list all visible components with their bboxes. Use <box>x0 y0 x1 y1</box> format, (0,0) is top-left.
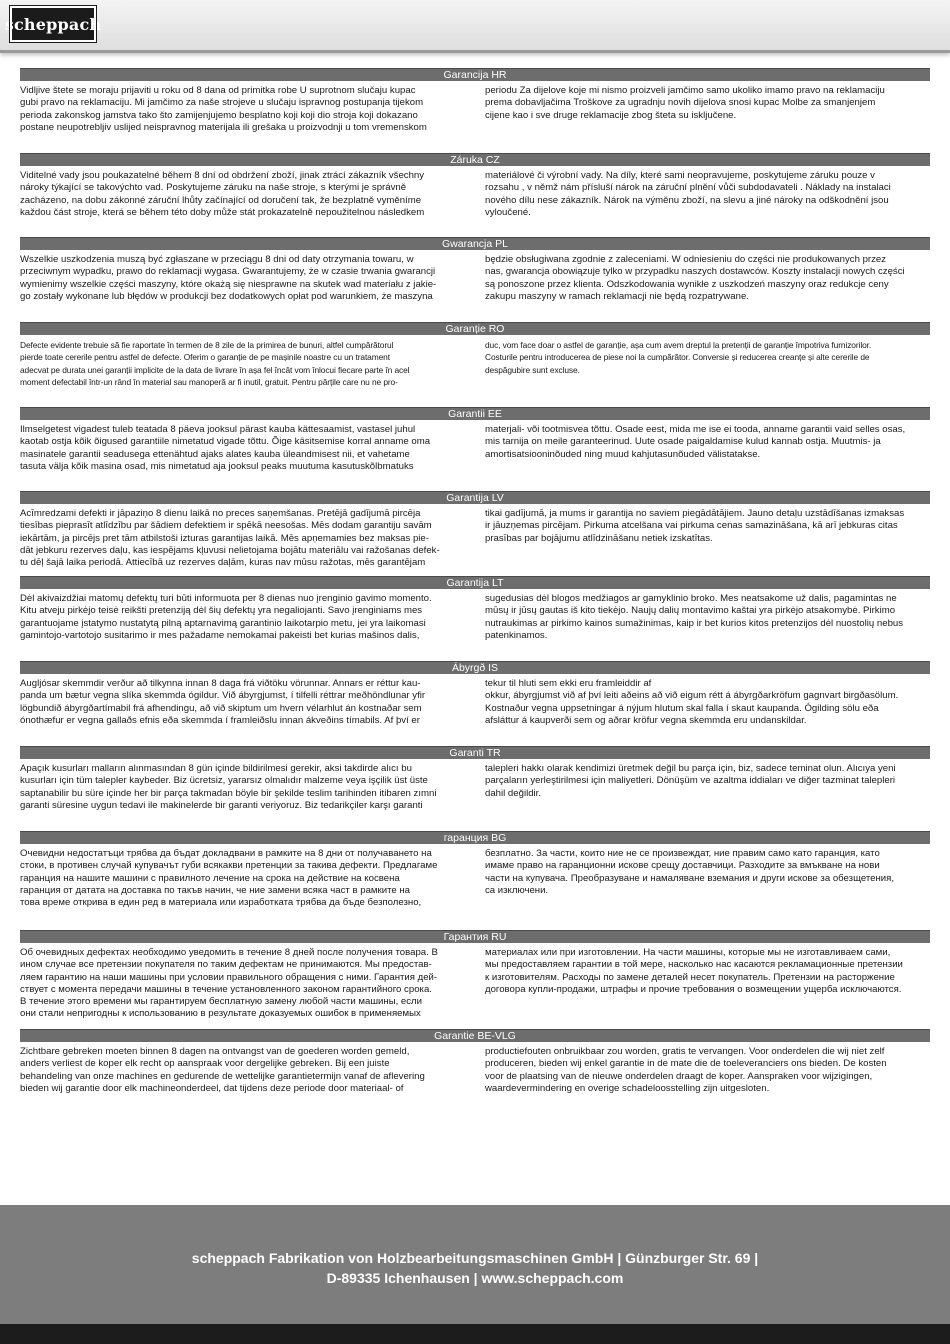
footer-address-line2: D-89335 Ichenhausen | www.scheppach.com <box>326 1269 624 1286</box>
section-text-left: Viditelné vady jsou poukazatelné během 8 dní od obdržení zboží, jinak ztrácí zákazník všechny nároky týkající se takovýchto vad. Poskytujeme záruku na naše stroje, s kterými je správně zacházeno, na dobu zákonné záruční lhůty začínající od doručení tak, že bezplatně vyměníme každou část stroje, která se během této doby může stát prokazatelně nepoužitelnou následkem <box>20 170 425 218</box>
section-garanti-tr <box>20 746 930 812</box>
section-garantija-lv <box>20 491 930 569</box>
section-zaruka-cz <box>20 153 930 219</box>
section-abyrgd-is <box>20 661 930 727</box>
section-text-right: sugedusias dėl blogos medžiagos ar gamyklinio broko. Mes neatsakome už dalis, pagamintas ne mūsų ir jūsų gautas iš kito tiekėjo. Naujų dalių montavimo kaštai yra pirkėjo atsakomybė. Pirkimo nutraukimas ar pirkimo kainos sumažinimas, kaip ir bet kurios kitos pretenzijos dėl nuostolių nebus patenkinamos. <box>485 593 904 641</box>
section-garancija-hr <box>20 68 930 134</box>
page-header <box>0 0 950 53</box>
section-text-left: Defecte evidente trebuie să fie raportate în termen de 8 zile de la primirea de bunuri, altfel cumpărătorul pierde toate cererile pentru astfel de defecte. Oferim o garanție de pe mașinile noastre cu un tratament adecvat pe durata unei garanții implicite de la data de livrare în așa fel încât vom înlocui fiecare parte în acel moment defectabil într-un rând în material sau manoperă ar fi inutil, gratuit. Pentru părțile care nu ne pro- <box>20 340 410 387</box>
section-text-left: Ilmselgetest vigadest tuleb teatada 8 päeva jooksul pärast kauba kättesaamist, vastasel juhul kaotab ostja kõik õigused garantiile nimetatud vigade tõttu. Õige käsitsemise korral anname oma masinatele garantii seadusega ettenähtud ajaks alates kauba üleandmisest nii, et vahetame tasuta välja kõik masina osad, mis nimetatud aja jooksul peaks muutuma kasutuskõlbmatuks <box>20 424 431 472</box>
section-text-left: Vidljive štete se moraju prijaviti u roku od 8 dana od primitka robe U suprotnom slučaju kupac gubi pravo na reklamaciju. Mi jamčimo za naše strojeve u slučaju ispravnog postupanja tijekom perioda zakonskog jamstva tako što zamijenjujemo besplatno koji koji dio stroja koji dokazano postane neupotrebljiv uslijed neispravnog materijala ili grešaka u proizvodnji u tom vremenskom <box>20 85 427 133</box>
scheppach-logo: scheppach <box>10 6 96 42</box>
section-text-left: Wszelkie uszkodzenia muszą być zgłaszane w przeciągu 8 dni od daty otrzymania towaru, w przeciwnym wypadku, prawo do reklamacji wygasa. Gwarantujemy, że w czasie trwania gwarancji wymienimy wszelkie części maszyny, które okażą się niesprawne na skutek wad materiału z jakie- go zostały wykonane lub błędów w produkcji bez dodatkowych opłat pod warunkiem, że maszyna <box>20 254 437 302</box>
section-gwarancja-pl <box>20 237 930 303</box>
section-text-left: Об очевидных дефектах необходимо уведомить в течение 8 дней после получения товара. В ином случае все претензии покупателя по таким дефектам не принимаются. Мы предостав- ляем гарантию на наши машины при условии правильного обращения с ними. Гарантия дей- ствует с момента передачи машины в течение установленного законом гарантийного срока. В течение этого времени мы гарантируем бесплатную замену любой части машины, если они стали непригодны к использованию в результате доказуемых ошибок в применяемых <box>20 947 438 1020</box>
section-title: Garantija LT <box>20 576 930 589</box>
section-text-right: безплатно. За части, които ние не се произвеждат, ние правим само като гаранция, като имаме право на гаранционни искове срещу доставчици. Разходите за вмъкване на нови части на купувача. Преобразуване и намаляване вземания и други искове за обезщетения, са изключени. <box>485 848 895 896</box>
section-text-right: materiálové či výrobní vady. Na díly, které sami neopravujeme, poskytujeme záruku pouze v rozsahu , v němž nám přísluší nárok na záruční plnění vůči subdodavateli . Náklady na instalaci nového dílu nese zákazník. Nárok na výměnu zboží, na slevu a jiné nároky na odškodnění jsou vyloučené. <box>485 170 891 218</box>
section-title: Garanti TR <box>20 746 930 759</box>
section-title: Garanție RO <box>20 322 930 335</box>
section-text-right: materjali- või tootmisvea tõttu. Osade eest, mida me ise ei tooda, anname garantii vaid selles osas, mis tarnija on meile garanteerinud. Uute osade paigaldamise kulud kannab ostja. Muutmis- ja amortisatsiooninõuded ning muud kahjutasunõuded välistatakse. <box>485 424 906 460</box>
section-garantija-lt <box>20 576 930 642</box>
section-text-right: productiefouten onbruikbaar zou worden, gratis te vervangen. Voor onderdelen die wij niet zelf produceren, bieden wij enkel garantie in de mate die de toeleveranciers ons bieden. De kosten voor de plaatsing van de nieuwe onderdelen draagt de koper. Aanspraken voor wijzigingen, waardevermindering en overige schadeloosstelling zijn uitgesloten. <box>485 1046 887 1094</box>
section-garantie-ro <box>20 322 930 388</box>
section-text-right: tekur til hluti sem ekki eru framleiddir af okkur, ábyrgjumst við af því leiti aðeins að við eigum rétt á ábyrgðarkröfum gagnvart birgðasölum. Kostnaður vegna uppsetningar á nýjum hlutum skal falla í skaut kaupanda. Ógilding sölu eða afsláttur á kaupverði sem og aðrar kröfur vegna skemmda eru undanskildar. <box>485 678 899 726</box>
footer-bottom-strip <box>0 1324 950 1344</box>
section-text-right: periodu Za dijelove koje mi nismo proizveli jamčimo samo ukoliko imamo pravo na reklamaciju prema dobavljačima Troškove za ugradnju novih dijelova snosi kupac Molbe za smanjenjem cijene kao i sve druge reklamacije zbog šteta su isključene. <box>485 85 885 121</box>
section-text-right: będzie obsługiwana zgodnie z zaleceniami. W odniesieniu do części nie produkowanych przez nas, gwarancja obowiązuje tylko w przypadku naszych dostawców. Koszty instalacji nowych części są ponoszone przez klienta. Odszkodowania wynikłe z uszkodzeń maszyny oraz redukcje ceny zakupu maszyny w ramach reklamacji nie będą rozpatrywane. <box>485 254 905 302</box>
section-text-right: tikai gadījumā, ja mums ir garantija no saviem piegādātājiem. Jauno detaļu uzstādīšanas izmaksas ir jāuzņemas pircējam. Pirkuma atcelšana vai pirkuma cenas samazināšana, kā arī jebkuras citas prasības par bojājumu atlīdzināšanu netiek izskatītas. <box>485 508 905 544</box>
section-title: Ábyrgð IS <box>20 661 930 674</box>
section-title: Garantii EE <box>20 407 930 420</box>
section-text-left: Zichtbare gebreken moeten binnen 8 dagen na ontvangst van de goederen worden gemeld, anders verliest de koper elk recht op aanspraak voor dergelijke gebreken. Bij een juiste behandeling van onze machines en gedurende de wettelijke garantietermijn vanaf de aflevering bieden wij garantie door elk machineonderdeel, dat tijdens deze periode door materiaal- of <box>20 1046 425 1094</box>
section-text-right: duc, vom face doar o astfel de garanție, așa cum avem dreptul la pretenții de garanție împotriva furnizorilor. Costurile pentru introducerea de piese noi la cumpărător. Conversie și reducerea creanțe și alte cererile de despăgubire sunt excluse. <box>485 340 872 375</box>
section-text-left: Augljósar skemmdir verður að tilkynna innan 8 daga frá viðtöku vörunnar. Annars er réttur kau- panda um bætur vegna slíka skemmda ógildur. Við ábyrgjumst, í tilfelli réttrar meðhöndlunar yfir lögbundið ábyrgðartímabil frá afhendingu, að við skiptum um hvern vélarhlut án kostnaðar sem ónothæfur er vegna gallaðs efnis eða skemmda í framleiðslu innan ákveðins tímabils. Af því er <box>20 678 426 726</box>
section-garantie-be-vlg <box>20 1029 930 1095</box>
section-garantiya-ru <box>20 930 930 1021</box>
section-text-left: Dėl akivaizdžiai matomų defektų turi būti informuota per 8 dienas nuo įrenginio gavimo momento. Kitu atveju pirkėjo teisė reikšti pretenziją dėl šių defektų yra negaliojanti. Savo įrenginiams mes garantuojame įstatymo nustatytą pilną aptarnavimą garantinio laikotarpio metu, jei yra laikomasi gamintojo-vartotojo susitarimo ir mes pažadame nemokamai pakeisti bet kurias mašinos dalis, <box>20 593 432 641</box>
section-text-left: Очевидни недостатъци трябва да бъдат докладвани в рамките на 8 дни от получаването на стоки, в противен случай купувачът губи всякакви претенции за такива дефекти. Предлагаме гаранция на нашите машини с правилното лечение на срока на действие на косвена гаранция от датата на доставка по такъв начин, че ние замени всяка част в рамките на това време открива в един ред в материала или изработката трябва да бъде безполезно, <box>20 848 438 909</box>
section-text-right: talepleri hakkı olarak kendimizi üretmek değil bu parça için, biz, sadece teminat olun. Alıcıya yeni parçaların yerleştirilmesi için maliyetleri. Dönüşüm ve azaltma iddiaları ve diğer tazminat talepleri dahil değildir. <box>485 763 896 799</box>
section-title: Gwarancja PL <box>20 237 930 250</box>
section-title: Garancija HR <box>20 68 930 81</box>
section-garantii-ee <box>20 407 930 473</box>
section-garancia-bg <box>20 831 930 909</box>
section-text-left: Apaçık kusurları malların alınmasından 8 gün içinde bildirilmesi gerekir, aksi takdirde alıcı bu kusurları için tüm talepler kaybeder. Biz ücretsiz, yararsız olmalıdır malzeme veya işçilik üst üste saptanabilir bu süre içinde her bir parça takmadan böyle bir şekilde teslim tarihinden itibaren zımni garanti süresine uygun tedavi ile makinelerde bir garanti veriyoruz. Biz tedarikçiler karşı garanti <box>20 763 437 811</box>
section-title: Garantie BE-VLG <box>20 1029 930 1042</box>
section-title: Garantija LV <box>20 491 930 504</box>
section-text-left: Acīmredzami defekti ir jāpaziņo 8 dienu laikā no preces saņemšanas. Pretējā gadījumā pircēja tiesības pieprasīt atlīdzību par šādiem defektiem ir spēkā neesošas. Mēs dodam garantiju savām iekārtām, ja pircējs pret tām atbilstoši izturas garantijas laikā. Mēs apņemamies bez maksas pie- dāt jebkuru rezerves daļu, kas iespējams kļuvusi nelietojama bojātu materiālu vai ražošanas defek- tu dēļ šajā laika periodā. Attiecībā uz rezerves daļām, kuras nav mūsu ražotas, mēs garantējam <box>20 508 440 569</box>
company-footer <box>0 1205 950 1324</box>
section-title: гаранция BG <box>20 831 930 844</box>
section-text-right: материалах или при изготовлении. На части машины, которые мы не изготавливаем сами, мы предоставляем гарантии в той мере, насколько нас касаются рекламационные претензии к изготовителям. Расходы по замене деталей несет покупатель. Претензии на расторжение договора купли-продажи, штрафы и прочие требования о возмещении ущерба исключаются. <box>485 947 903 995</box>
section-title: Гарантия RU <box>20 930 930 943</box>
section-title: Záruka CZ <box>20 153 930 166</box>
footer-address-line1: scheppach Fabrikation von Holzbearbeitungsmaschinen GmbH | Günzburger Str. 69 | <box>191 1249 759 1266</box>
